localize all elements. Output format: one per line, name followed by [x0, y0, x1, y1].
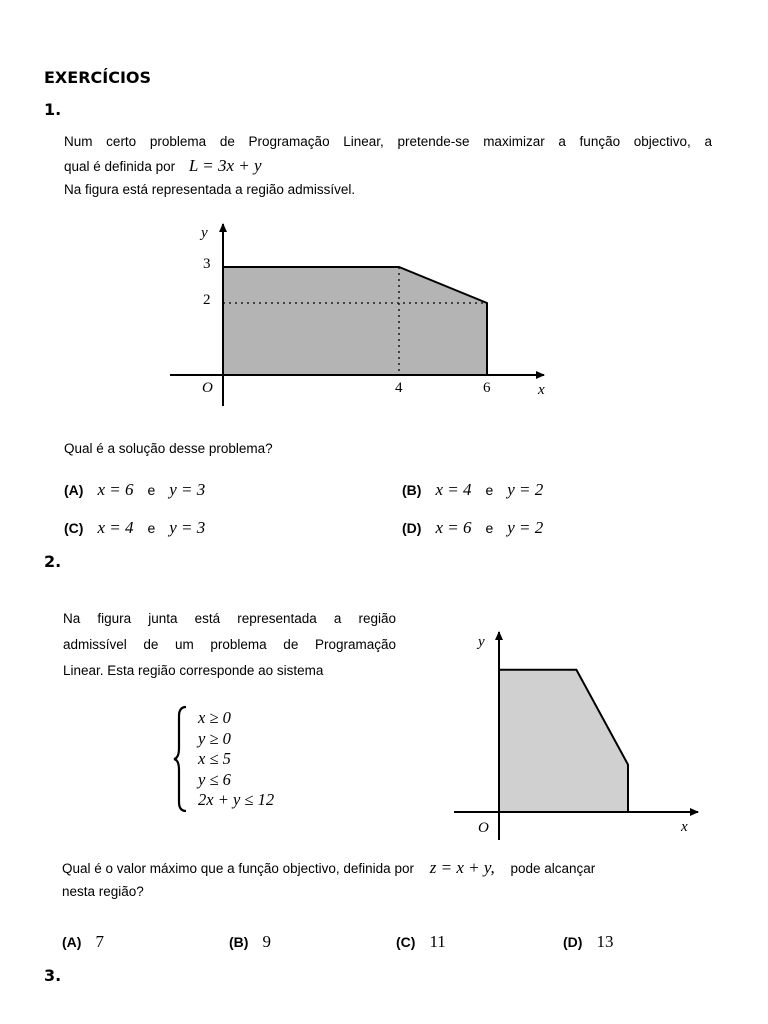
- exercise-1-y-tick-2: 2: [203, 292, 211, 308]
- system-of-inequalities: [198, 708, 274, 811]
- exercise-1-option-d[interactable]: (D) x = 6 e y = 2: [402, 518, 544, 537]
- exercise-2-option-b[interactable]: (B) 9: [229, 932, 271, 951]
- exercise-2-question-line-1: Qual é o valor máximo que a função objectivo, definida por z = x + y, pode alcançar: [62, 858, 596, 877]
- exercise-1-number: 1.: [44, 100, 62, 119]
- exercise-1-figure: [170, 218, 550, 410]
- exercise-1-objective: L = 3x + y: [188, 156, 262, 175]
- exercise-1-y-tick-3: 3: [203, 256, 211, 272]
- exercise-2-text-line-2: admissível de um problema de Programação: [63, 637, 396, 652]
- exercise-2-y-label: y: [478, 634, 485, 650]
- exercise-1-text-line-3: Na figura está representada a região admissível.: [64, 182, 356, 197]
- exercise-1-y-label: y: [201, 225, 208, 241]
- system-brace: [172, 704, 192, 814]
- inequality-3: x ≤ 5: [198, 749, 231, 768]
- exercise-2-option-a[interactable]: (A) 7: [62, 932, 104, 951]
- exercise-2-question-line-2: nesta região?: [62, 884, 144, 899]
- exercise-1-option-b[interactable]: (B) x = 4 e y = 2: [402, 480, 544, 499]
- exercise-2-option-c[interactable]: (C) 11: [396, 932, 446, 951]
- exercise-1-text-prefix: qual é definida por: [64, 159, 176, 174]
- exercise-1-text-line-1: Num certo problema de Programação Linear, pretende-se maximizar a função objectivo, a: [64, 134, 712, 149]
- exercise-2-objective: z = x + y,: [429, 858, 495, 877]
- exercise-2-text-line-3: Linear. Esta região corresponde ao sistema: [63, 663, 324, 678]
- exercise-1-x-tick-4: 4: [395, 380, 403, 396]
- exercise-2-figure: [452, 626, 702, 842]
- inequality-5: 2x + y ≤ 12: [198, 790, 275, 809]
- exercise-2-feasible-region: [499, 670, 628, 812]
- exercise-1-option-c[interactable]: (C) x = 4 e y = 3: [64, 518, 206, 537]
- page-title: EXERCÍCIOS: [44, 68, 152, 87]
- inequality-2: y ≥ 0: [198, 728, 231, 748]
- inequality-1: x ≥ 0: [198, 708, 231, 727]
- exercise-1-question: Qual é a solução desse problema?: [64, 441, 273, 456]
- exercise-2-origin-label: O: [478, 820, 489, 836]
- exercise-1-x-tick-6: 6: [483, 380, 491, 396]
- exercise-1-text-line-2: [64, 154, 262, 179]
- exercise-2-x-label: x: [681, 819, 688, 835]
- exercise-2-text-line-1: Na figura junta está representada a região: [63, 611, 396, 626]
- exercise-1-x-label: x: [538, 382, 545, 398]
- exercise-1-feasible-region: [223, 267, 487, 375]
- exercise-2-option-d[interactable]: (D) 13: [563, 932, 614, 951]
- exercise-1-origin-label: O: [202, 380, 213, 396]
- exercise-3-number: 3.: [44, 966, 62, 985]
- exercise-1-option-a[interactable]: (A) x = 6 e y = 3: [64, 480, 206, 499]
- exercise-2-number: 2.: [44, 552, 62, 571]
- inequality-4: y ≤ 6: [198, 769, 231, 789]
